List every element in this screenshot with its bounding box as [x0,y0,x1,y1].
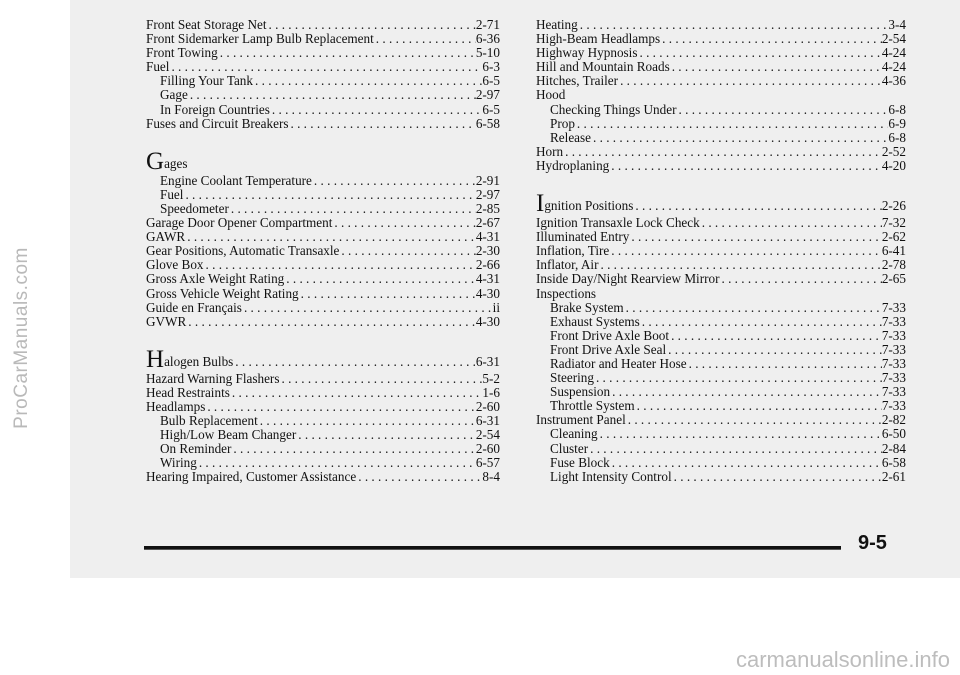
bottom-watermark: carmanualsonline.info [735,647,950,672]
entry-title: Heating [536,18,578,32]
index-entry [146,315,500,329]
dot-leader [188,88,476,102]
entry-page: 2-82 [881,413,906,428]
entry-title: Horn [536,144,564,159]
entry-page: 6-8 [888,102,906,117]
index-entry [536,131,906,145]
entry-title: Inflator, Air [536,258,599,273]
index-entry [146,32,500,46]
entry-title: Guide en Français [146,300,242,315]
entry-title: Throttle System [550,399,635,414]
index-entry [536,103,906,117]
entry-page: 2-61 [881,469,906,484]
i-section-entries [536,216,906,484]
index-entry [146,88,500,102]
entry-page: 7-33 [881,314,906,329]
index-entry [536,74,906,88]
heading-page-i: 2-26 [881,198,906,214]
dot-leader [288,117,475,131]
entry-page: 4-24 [881,60,906,75]
entry-title: Hydroplaning [536,158,610,173]
entry-page: 4-20 [881,158,906,173]
entry-title: Illuminated Entry [536,230,630,245]
index-entry [536,427,906,441]
index-entry [536,329,906,343]
index-entry [536,258,906,272]
index-right-column [536,18,906,484]
entry-page: 2-60 [475,442,500,457]
entry-title: Inside Day/Night Rearview Mirror [536,272,720,287]
dot-leader [629,230,881,244]
dot-leader [591,131,888,145]
entry-title: Fuses and Circuit Breakers [146,116,289,131]
entry-page: 2-65 [881,272,906,287]
entry-page: 7-33 [881,342,906,357]
dot-leader [185,230,476,244]
entry-page: 2-71 [475,18,500,32]
side-watermark [2,0,42,675]
entry-title: Gear Positions, Automatic Transaxle [146,244,340,259]
heading-page-h: 6-31 [475,353,500,369]
index-entry [536,159,906,173]
entry-title: Filling Your Tank [160,74,253,89]
dot-leader [609,159,882,173]
dot-leader [197,456,476,470]
dot-leader [229,202,476,216]
index-entry [536,413,906,427]
entry-title: Highway Hypnosis [536,46,638,61]
index-entry [536,287,906,301]
entry-title: Hitches, Trailer [536,74,619,89]
dot-leader [284,272,476,286]
dot-leader [610,385,882,399]
index-entry [146,230,500,244]
entry-title: In Foreign Countries [160,102,270,117]
entry-page: 6-58 [475,116,500,131]
g-section-entries [146,174,500,329]
entry-title: Engine Coolant Temperature [160,173,312,188]
index-entry [536,32,906,46]
index-left-column [146,18,500,485]
entry-page: 7-33 [881,356,906,371]
dot-leader [312,174,476,188]
h-section-entries [146,372,500,485]
index-entry [146,272,500,286]
entry-title: Prop [550,116,575,131]
dot-leader [332,216,475,230]
dot-leader [687,357,882,371]
index-entry [146,60,500,74]
index-entry [146,46,500,60]
entry-title: Wiring [160,456,197,471]
entry-page: ii [492,300,500,315]
entry-title: Exhaust Systems [550,314,640,329]
entry-page: 6-5 [482,102,500,117]
index-entry [146,414,500,428]
index-entry [536,145,906,159]
dot-leader [637,46,881,60]
dot-leader [660,32,882,46]
index-entry [146,386,500,400]
entry-title: Brake System [550,300,624,315]
dot-leader [700,216,882,230]
entry-page: 2-91 [475,173,500,188]
entry-page: 4-36 [881,74,906,89]
entry-title: Gage [160,88,188,103]
index-entry [536,60,906,74]
entry-title: Gross Vehicle Weight Rating [146,286,299,301]
big-letter-g: G [146,147,165,175]
index-entry [146,400,500,414]
index-entry [146,174,500,188]
entry-page: 6-57 [475,456,500,471]
entry-page: 6-9 [888,116,906,131]
entry-page: 6-5 [482,74,500,89]
dot-leader [279,372,482,386]
entry-title: Checking Things Under [550,102,677,117]
entry-title: Gross Axle Weight Rating [146,272,285,287]
dot-leader [609,244,882,258]
entry-page: 4-24 [881,46,906,61]
entry-title: Speedometer [160,201,229,216]
index-entry [146,456,500,470]
dot-leader [267,18,476,32]
entry-page: 2-85 [475,201,500,216]
entry-page: 3-4 [888,18,906,32]
entry-title: Release [550,130,592,145]
entry-title: Instrument Panel [536,413,626,428]
entry-page: 2-66 [475,258,500,273]
entry-page: 6-41 [881,244,906,259]
index-entry [536,301,906,315]
index-entry [146,244,500,258]
index-entry [146,470,500,484]
index-entry [146,428,500,442]
index-entry [146,117,500,131]
entry-page: 4-30 [475,314,500,329]
dot-leader [610,456,882,470]
dot-leader [183,188,475,202]
index-entry [146,188,500,202]
dot-leader [588,442,882,456]
dot-leader [231,442,475,456]
entry-page: 2-60 [475,399,500,414]
entry-page: 2-52 [881,144,906,159]
entry-page: 2-78 [881,258,906,273]
entry-title: Bulb Replacement [160,414,258,429]
entry-title: Radiator and Heater Hose [550,356,687,371]
dot-leader [204,258,476,272]
heading-rest-g: ages [164,155,188,171]
entry-page: 2-54 [881,32,906,47]
dot-leader [578,18,889,32]
index-entry [536,18,906,32]
entry-title: Hazard Warning Flashers [146,371,280,386]
page-number: 9-5 [858,532,887,554]
entry-title: Headlamps [146,399,206,414]
index-entry [536,46,906,60]
entry-page: 4-31 [475,272,500,287]
entry-page: 5-10 [475,46,500,61]
dot-leader [299,287,476,301]
index-entry [146,301,500,315]
entry-page: 6-31 [475,414,500,429]
entry-title: Fuse Block [550,455,610,470]
dot-leader [169,60,482,74]
index-entry [146,287,500,301]
index-entry [536,442,906,456]
dot-leader [270,103,483,117]
entry-title: Fuel [160,187,184,202]
dot-leader [253,74,482,88]
dot-leader [666,343,882,357]
dot-leader [218,46,476,60]
dot-leader [594,371,882,385]
dot-leader [296,428,476,442]
entry-page: 6-50 [881,427,906,442]
entry-title: Light Intensity Control [550,469,672,484]
entry-page: 2-62 [881,230,906,245]
entry-title: Front Sidemarker Lamp Bulb Replacement [146,32,374,47]
dot-leader [374,32,476,46]
entry-title: Hood [536,88,566,103]
entry-title: Garage Door Opener Compartment [146,216,333,231]
entry-title: Glove Box [146,258,204,273]
entry-page: 2-97 [475,88,500,103]
index-entry [146,202,500,216]
dot-leader [640,315,882,329]
entry-title: Cleaning [550,427,598,442]
dot-leader [598,427,882,441]
entry-page: 6-36 [475,32,500,47]
entry-title: GVWR [146,314,187,329]
entry-page: 7-33 [881,371,906,386]
index-entry [536,230,906,244]
entry-page: 1-6 [482,385,500,400]
entry-title: Suspension [550,385,611,400]
dot-leader [258,414,476,428]
right-top-entries [536,18,906,173]
index-entry [146,216,500,230]
dot-leader [677,103,889,117]
entry-page: 7-33 [881,399,906,414]
dot-leader [598,258,881,272]
dot-leader [575,117,888,131]
index-entry [146,258,500,272]
dot-leader [356,470,482,484]
entry-title: Ignition Transaxle Lock Check [536,216,700,231]
entry-title: Front Towing [146,46,218,61]
entry-title: Inspections [536,286,597,301]
dot-leader [339,244,475,258]
entry-title: GAWR [146,230,186,245]
index-entry [536,399,906,413]
index-entry [536,272,906,286]
letter-heading-h [146,347,500,372]
dot-leader [205,400,475,414]
entry-page: 2-97 [475,187,500,202]
left-top-entries [146,18,500,131]
letter-heading-g [146,149,500,174]
index-entry [536,371,906,385]
entry-title: Front Seat Storage Net [146,18,267,32]
index-entry [536,456,906,470]
entry-title: Steering [550,371,594,386]
index-entry [536,216,906,230]
heading-rest-h: alogen Bulbs [164,353,234,369]
entry-page: 4-31 [475,230,500,245]
index-entry [536,244,906,258]
index-entry [536,88,906,102]
entry-title: Front Drive Axle Seal [550,342,667,357]
index-entry [536,343,906,357]
dot-leader [719,272,881,286]
entry-page: 7-33 [881,385,906,400]
heading-rest-i: gnition Positions [544,198,634,214]
dot-leader [626,413,882,427]
entry-title: Fuel [146,60,170,75]
entry-title: Hearing Impaired, Customer Assistance [146,470,357,485]
side-watermark-text: ProCarManuals.com [11,246,32,429]
index-entry [536,385,906,399]
entry-page: 2-67 [475,216,500,231]
entry-page: 7-32 [881,216,906,231]
entry-page: 4-30 [475,286,500,301]
entry-page: 6-58 [881,455,906,470]
index-entry [146,103,500,117]
entry-page: 2-84 [881,441,906,456]
entry-title: Hill and Mountain Roads [536,60,670,75]
letter-heading-i [536,191,906,216]
dot-leader [618,74,882,88]
index-entry [536,470,906,484]
dot-leader [563,145,882,159]
entry-page: 5-2 [482,371,500,386]
entry-title: Head Restraints [146,385,230,400]
entry-page: 6-8 [888,130,906,145]
dot-leader [669,329,882,343]
dot-leader [670,60,882,74]
dot-leader [672,470,882,484]
index-entry [536,357,906,371]
entry-title: On Reminder [160,442,232,457]
entry-page: 2-54 [475,428,500,443]
index-entry [146,18,500,32]
entry-page: 6-3 [482,60,500,75]
dot-leader [635,399,882,413]
dot-leader [230,386,483,400]
entry-title: Cluster [550,441,589,456]
entry-title: High-Beam Headlamps [536,32,661,47]
entry-page: 8-4 [482,470,500,485]
dot-leader [624,301,882,315]
dot-leader [242,301,493,315]
dot-leader [186,315,476,329]
index-entry [146,74,500,88]
index-entry [146,372,500,386]
entry-page: 2-30 [475,244,500,259]
index-entry [536,117,906,131]
footer-rule-thin [144,549,841,550]
entry-page: 7-33 [881,300,906,315]
index-entry [536,315,906,329]
entry-title: Inflation, Tire [536,244,610,259]
big-letter-i: I [536,191,545,217]
entry-title: High/Low Beam Changer [160,428,297,443]
big-letter-h: H [146,346,165,372]
entry-page: 7-33 [881,328,906,343]
entry-title: Front Drive Axle Boot [550,328,670,343]
index-entry [146,442,500,456]
